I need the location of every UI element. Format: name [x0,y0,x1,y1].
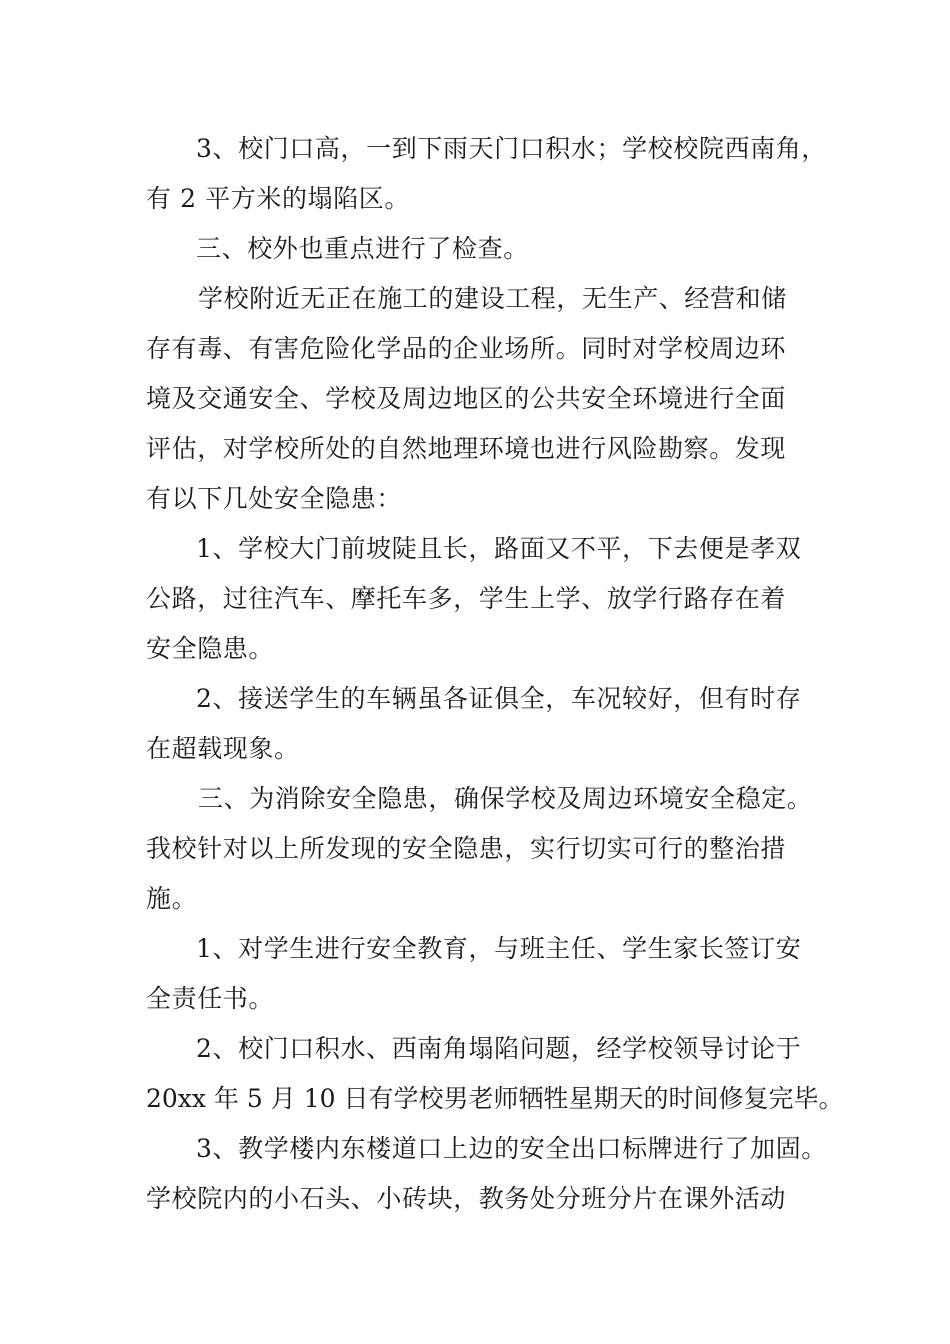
text-line: 3、校门口高，一到下雨天门口积水；学校校院西南角， [196,134,827,163]
text-line: 有 2 平方米的塌陷区。 [146,184,411,213]
text-line: 三、为消除安全隐患，确保学校及周边环境安全稳定。 [198,784,813,813]
text-line: 学校院内的小石头、小砖块，教务处分班分片在课外活动 [146,1184,787,1213]
text-line: 1、对学生进行安全教育，与班主任、学生家长签订安 [196,934,802,963]
text-line: 在超载现象。 [146,734,300,763]
text-line: 我校针对以上所发现的安全隐患，实行切实可行的整治措 [146,834,787,863]
text-line: 2、接送学生的车辆虽各证俱全，车况较好，但有时存 [196,684,802,713]
text-line: 境及交通安全、学校及周边地区的公共安全环境进行全面 [146,384,787,413]
text-line: 公路，过往汽车、摩托车多，学生上学、放学行路存在着 [146,584,787,613]
text-line: 全责任书。 [146,984,275,1013]
text-line: 有以下几处安全隐患： [146,484,403,513]
text-line: 20xx 年 5 月 10 日有学校男老师牺牲星期天的时间修复完毕。 [146,1084,844,1113]
text-line: 3、教学楼内东楼道口上边的安全出口标牌进行了加固。 [196,1134,827,1163]
text-line: 学校附近无正在施工的建设工程，无生产、经营和储 [198,284,787,313]
text-line: 2、校门口积水、西南角塌陷问题，经学校领导讨论于 [196,1034,802,1063]
text-line: 施。 [146,884,198,913]
text-line: 评估，对学校所处的自然地理环境也进行风险勘察。发现 [146,434,787,463]
text-line: 三、校外也重点进行了检查。 [196,234,529,263]
text-line: 存有毒、有害危险化学品的企业场所。同时对学校周边环 [146,334,787,363]
text-line: 安全隐患。 [146,634,275,663]
text-line: 1、学校大门前坡陡且长，路面又不平，下去便是孝双 [196,534,802,563]
